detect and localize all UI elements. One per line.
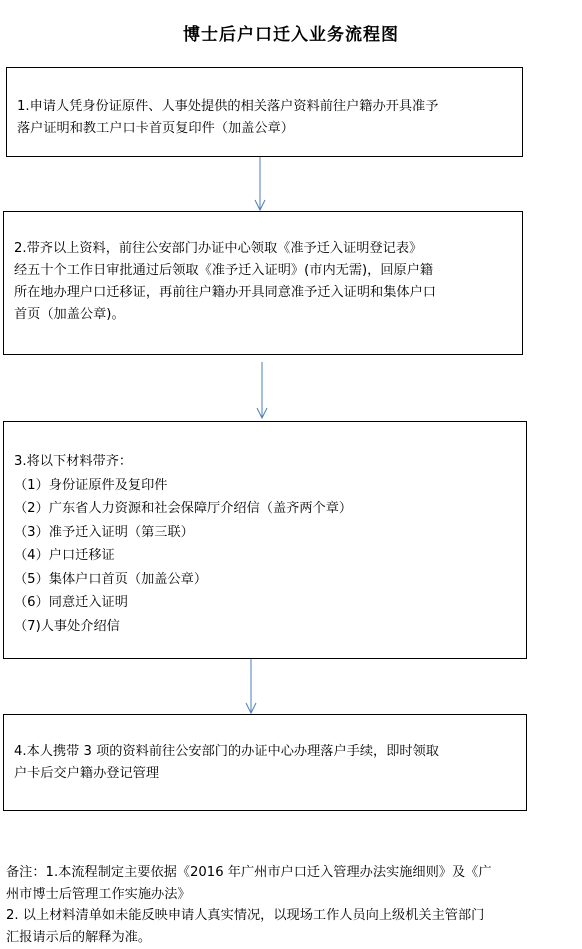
arrow-step1-to-step2 xyxy=(255,157,265,210)
step-2-line: 首页（加盖公章)。 xyxy=(14,307,125,322)
step-3-line: （5）集体户口首页（加盖公章） xyxy=(14,571,208,587)
step-4-line: 户卡后交户籍办登记管理 xyxy=(14,766,160,781)
step-2-line: 经五十个工作日审批通过后领取《准予迁入证明》(市内无需)，回原户籍 xyxy=(14,263,434,278)
arrow-step3-to-step4 xyxy=(246,659,256,713)
page-title: 博士后户口迁入业务流程图 xyxy=(183,25,399,45)
step-3-line: （7)人事处介绍信 xyxy=(14,618,120,634)
step-3-line: （4）户口迁移证 xyxy=(14,548,115,563)
step-4-line: 4.本人携带 3 项的资料前往公安部门的办证中心办理落户手续，即时领取 xyxy=(14,744,439,759)
step-1-line: 落户证明和教工户口卡首页复印件（加盖公章） xyxy=(17,121,294,136)
footnotes xyxy=(6,862,580,948)
step-2-line: 2.带齐以上资料，前往公安部门办证中心领取《准予迁入证明登记表》 xyxy=(14,241,423,256)
step-3-line: 3.将以下材料带齐： xyxy=(14,454,133,469)
arrow-step2-to-step3 xyxy=(257,362,267,418)
note-line: 2. 以上材料清单如未能反映申请人真实情况，以现场工作人员向上级机关主管部门 xyxy=(6,908,485,923)
note-line: 州市博士后管理工作实施办法》 xyxy=(6,886,191,902)
step-3-line: （1）身份证原件及复印件 xyxy=(14,477,168,493)
step-3-line: （6）同意迁入证明 xyxy=(14,595,128,610)
step-3-line: （3）准予迁入证明（第三联） xyxy=(14,524,194,540)
step-1-line: 1.申请人凭身份证原件、人事处提供的相关落户资料前往户籍办开具准予 xyxy=(17,99,439,114)
note-line: 备注：1.本流程制定主要依据《2016 年广州市户口迁入管理办法实施细则》及《广 xyxy=(6,865,492,880)
note-line: 汇报请示后的解释为准。 xyxy=(6,929,152,945)
step-2-line: 所在地办理户口迁移证，再前往户籍办开具同意准予迁入证明和集体户口 xyxy=(14,285,436,300)
step-3-line: （2）广东省人力资源和社会保障厅介绍信（盖齐两个章） xyxy=(14,501,353,516)
